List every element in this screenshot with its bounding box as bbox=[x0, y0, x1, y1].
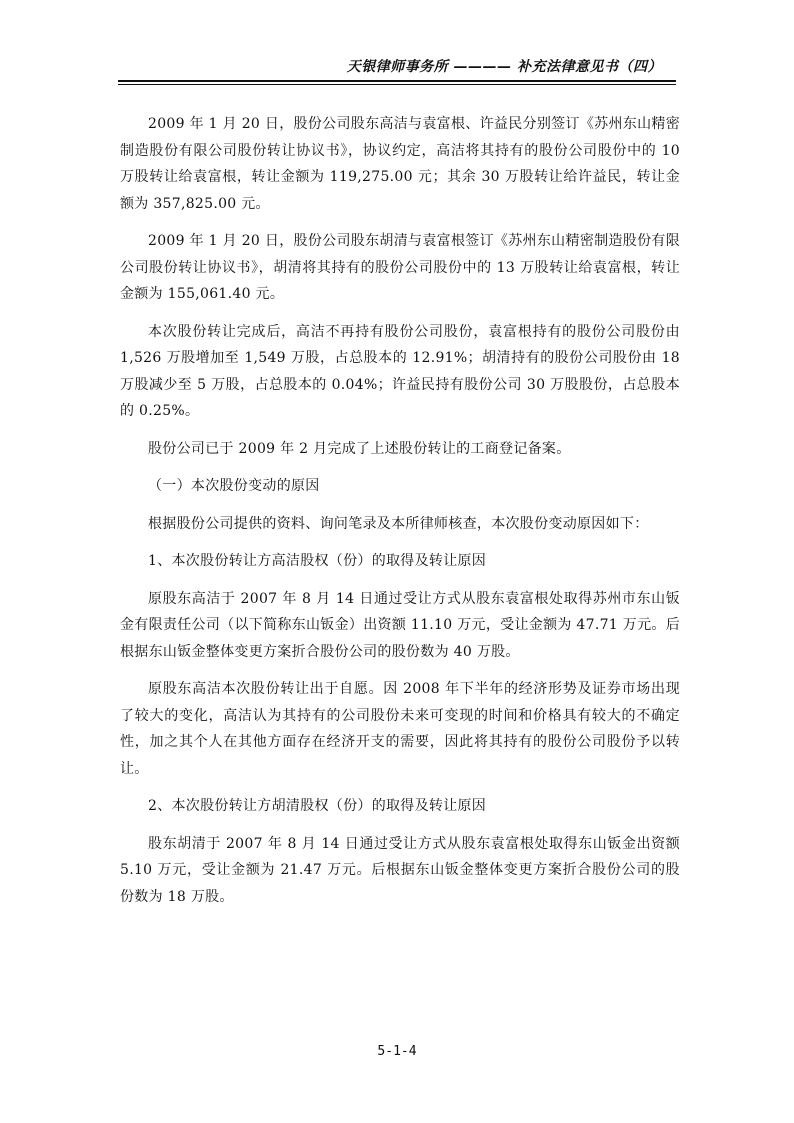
paragraph-registration-filing: 股份公司已于 2009 年 2 月完成了上述股份转让的工商登记备案。 bbox=[148, 440, 571, 457]
paragraph-gaojie-reason: 原股东高洁本次股份转让出于自愿。因 2008 年下半年的经济形势及证券市场出现了较大的变化，高洁认为其持有的公司股份未来可变现的时间和价格具有较大的不确定性，加之其个人在其他方面存在经济开支的需要，因此将其持有的股份公司股份予以转让。 bbox=[120, 681, 680, 777]
page-number: 5-1-4 bbox=[377, 1044, 417, 1059]
header-rule-thick bbox=[118, 80, 676, 82]
section-heading-reasons: （一）本次股份变动的原因 bbox=[148, 478, 320, 494]
paragraph-reasons-intro: 根据股份公司提供的资料、询问笔录及本所律师核查，本次股份变动原因如下： bbox=[148, 515, 649, 532]
subheading-huqing: 2、本次股份转让方胡清股权（份）的取得及转让原因 bbox=[148, 798, 487, 814]
paragraph-gaojie-acquisition: 原股东高洁于 2007 年 8 月 14 日通过受让方式从股东袁富根处取得苏州市东山钣金有限责任公司（以下简称东山钣金）出资额 11.10 万元，受让金额为 47.71 万元。后根据东山钣金整体变更方案折合股份公司的股份数为 40 万股。 bbox=[120, 590, 680, 660]
header-rule-thin bbox=[118, 84, 676, 85]
header-title: 天银律师事务所 ———— 补充法律意见书（四） bbox=[346, 59, 662, 75]
page-header bbox=[118, 52, 676, 92]
document-body bbox=[120, 111, 680, 921]
paragraph-huqing-acquisition: 股东胡清于 2007 年 8 月 14 日通过受让方式从股东袁富根处取得东山钣金出资额 5.10 万元，受让金额为 21.47 万元。后根据东山钣金整体变更方案折合股份公司的股份数为 18 万股。 bbox=[120, 835, 680, 905]
paragraph-share-transfer-huqing: 2009 年 1 月 20 日，股份公司股东胡清与袁富根签订《苏州东山精密制造股份有限公司股份转让协议书》，胡清将其持有的股份公司股份中的 13 万股转让给袁富根，转让金额为 155,061.40 元。 bbox=[120, 233, 680, 302]
paragraph-shareholding-after-transfer: 本次股份转让完成后，高洁不再持有股份公司股份，袁富根持有的股份公司股份由 1,526 万股增加至 1,549 万股，占总股本的 12.91%；胡清持有的股份公司股份由 18 万股减少至 5 万股，占总股本的 0.04%；许益民持有股份公司 30 万股股份，占总股本的 0.25%。 bbox=[120, 323, 680, 419]
paragraph-share-transfer-gaojie: 2009 年 1 月 20 日，股份公司股东高洁与袁富根、许益民分别签订《苏州东山精密制造股份有限公司股份转让协议书》，协议约定，高洁将其持有的股份公司股份中的 10 万股转让给袁富根，转让金额为 119,275.00 元；其余 30 万股转让给许益民，转让金额为 357,825.00 元。 bbox=[120, 116, 680, 212]
subheading-gaojie: 1、本次股份转让方高洁股权（份）的取得及转让原因 bbox=[148, 553, 487, 569]
